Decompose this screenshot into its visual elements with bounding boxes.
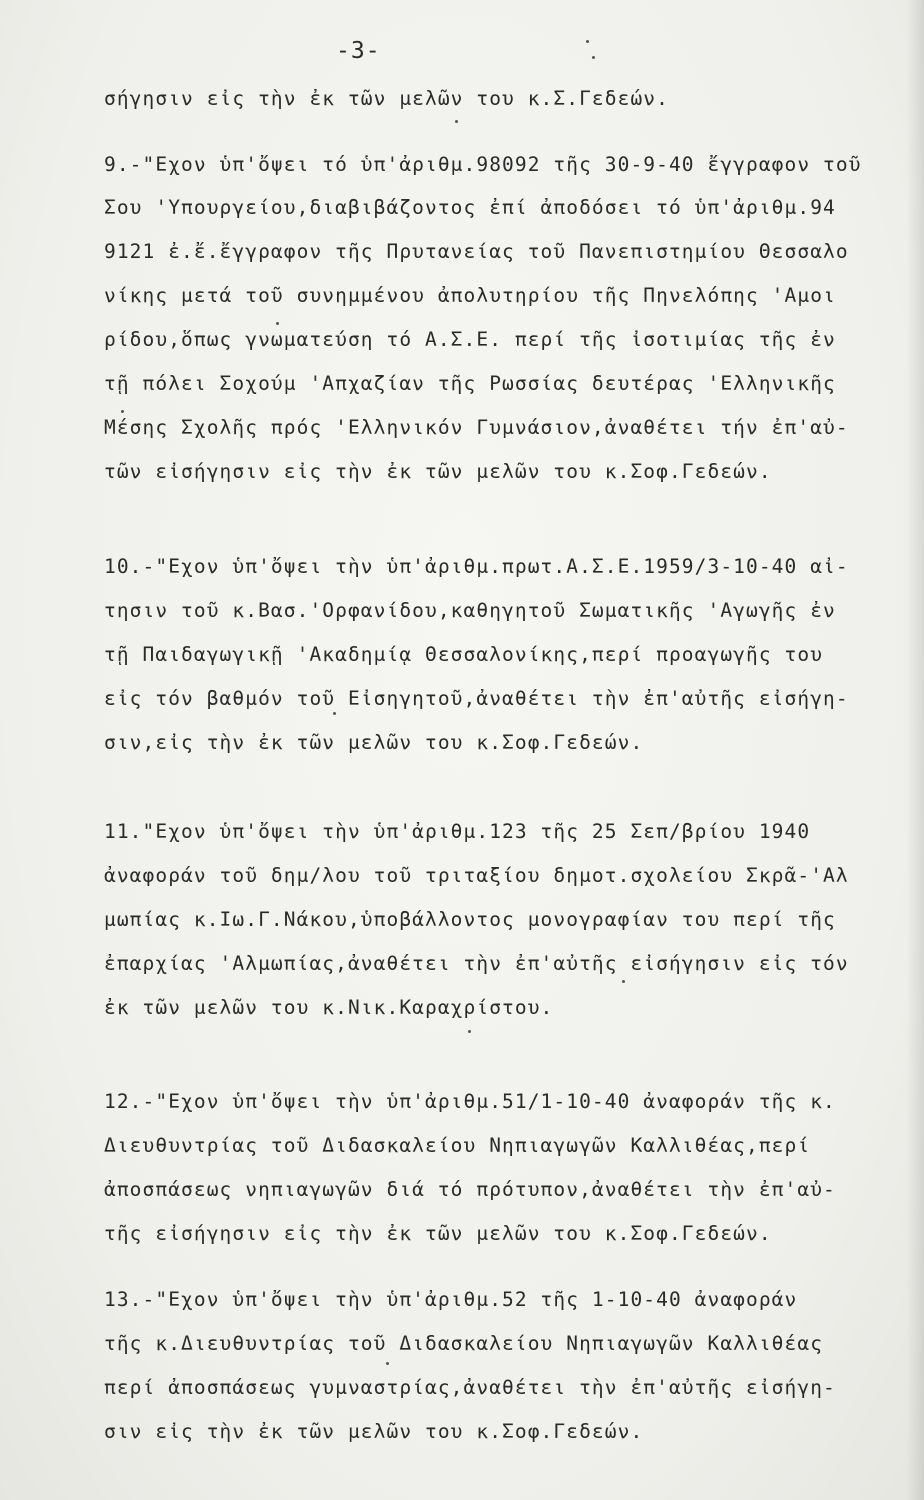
scan-speck	[333, 712, 336, 715]
text-line: περί ἀποσπάσεως γυμναστρίας,ἀναθέτει τὴν ἐπ'αὐτῆς εἰσήγη-	[104, 1376, 836, 1399]
text-line: σιν εἰς τὴν ἐκ τῶν μελῶν του κ.Σοφ.Γεδεών.	[104, 1420, 644, 1443]
text-line: ρίδου,ὅπως γνωματεύση τό Α.Σ.Ε. περί τῆς ἰσοτιμίας τῆς ἐν	[104, 328, 836, 351]
scan-speck	[622, 980, 625, 983]
text-line: 9.-"Εχον ὑπ'ὄψει τό ὑπ'ἀριθμ.98092 τῆς 30-9-40 ἔγγραφον τοῦ	[104, 153, 862, 176]
page-edge-shadow	[906, 0, 924, 1500]
scan-speck	[455, 120, 458, 123]
text-line: σιν,εἰς τὴν ἐκ τῶν μελῶν του κ.Σοφ.Γεδεών.	[104, 731, 644, 754]
text-line: τῆς κ.Διευθυντρίας τοῦ Διδασκαλείου Νηπιαγωγῶν Καλλιθέας	[104, 1332, 824, 1355]
text-line: εἰς τόν βαθμόν τοῦ Εἰσηγητοῦ,ἀναθέτει τὴν ἐπ'αὐτῆς εἰσήγη-	[104, 687, 849, 710]
text-line: ἐκ τῶν μελῶν του κ.Νικ.Καραχρίστου.	[104, 996, 554, 1019]
scan-speck	[592, 56, 595, 59]
text-line: ἐπαρχίας 'Αλμωπίας,ἀναθέτει τὴν ἐπ'αὐτῆς εἰσήγησιν εἰς τόν	[104, 952, 849, 975]
scan-speck	[468, 1030, 471, 1033]
text-line: τῇ Παιδαγωγικῇ 'Ακαδημίᾳ Θεσσαλονίκης,περί προαγωγῆς του	[104, 643, 824, 666]
text-line: Διευθυντρίας τοῦ Διδασκαλείου Νηπιαγωγῶν Καλλιθέας,περί	[104, 1134, 811, 1157]
text-line: 12.-"Εχον ὑπ'ὄψει τὴν ὑπ'ἀριθμ.51/1-10-40 ἀναφοράν τῆς κ.	[104, 1090, 836, 1113]
text-line: 10.-"Εχον ὑπ'ὄψει τὴν ὑπ'ἀριθμ.πρωτ.Α.Σ.Ε.1959/3-10-40 αἰ-	[104, 555, 849, 578]
text-line: τῇ πόλει Σοχούμ 'Απχαζίαν τῆς Ρωσσίας δευτέρας 'Ελληνικῆς	[104, 372, 836, 395]
scan-speck	[121, 410, 124, 413]
text-line: ἀποσπάσεως νηπιαγωγῶν διά τό πρότυπον,ἀναθέτει τὴν ἐπ'αὐ-	[104, 1178, 836, 1201]
page-number: -3-	[336, 38, 381, 64]
scan-speck	[586, 40, 589, 43]
text-line: ἀναφοράν τοῦ δημ/λου τοῦ τριταξίου δημοτ.σχολείου Σκρᾶ-'Αλ	[104, 864, 849, 887]
text-line: μωπίας κ.Ιω.Γ.Νάκου,ὑποβάλλοντος μονογραφίαν του περί τῆς	[104, 908, 836, 931]
text-line: τησιν τοῦ κ.Βασ.'Ορφανίδου,καθηγητοῦ Σωματικῆς 'Αγωγῆς ἐν	[104, 599, 836, 622]
text-line: 13.-"Εχον ὑπ'ὄψει τὴν ὑπ'ἀριθμ.52 τῆς 1-10-40 ἀναφοράν	[104, 1288, 798, 1311]
text-line: τῆς εἰσήγησιν εἰς τὴν ἐκ τῶν μελῶν του κ.Σοφ.Γεδεών.	[104, 1222, 772, 1245]
text-line: Σου 'Υπουργείου,διαβιβάζοντος ἐπί ἀποδόσει τό ὑπ'ἀριθμ.94	[104, 196, 836, 219]
text-line: 9121 ἐ.ἔ.ἔγγραφον τῆς Πρυτανείας τοῦ Πανεπιστημίου Θεσσαλο	[104, 240, 849, 263]
scan-speck	[276, 322, 279, 325]
text-line: Μέσης Σχολῆς πρός 'Ελληνικόν Γυμνάσιον,ἀναθέτει τήν ἐπ'αὐ-	[104, 416, 849, 439]
text-line: τῶν εἰσήγησιν εἰς τὴν ἐκ τῶν μελῶν του κ.Σοφ.Γεδεών.	[104, 460, 772, 483]
text-line: 11."Εχον ὑπ'ὄψει τὴν ὑπ'ἀριθμ.123 τῆς 25 Σεπ/βρίου 1940	[104, 820, 811, 843]
text-line: σήγησιν εἰς τὴν ἐκ τῶν μελῶν του κ.Σ.Γεδεών.	[104, 87, 669, 110]
text-line: νίκης μετά τοῦ συνημμένου ἀπολυτηρίου τῆς Πηνελόπης 'Αμοι	[104, 284, 836, 307]
scan-speck	[386, 1362, 389, 1365]
